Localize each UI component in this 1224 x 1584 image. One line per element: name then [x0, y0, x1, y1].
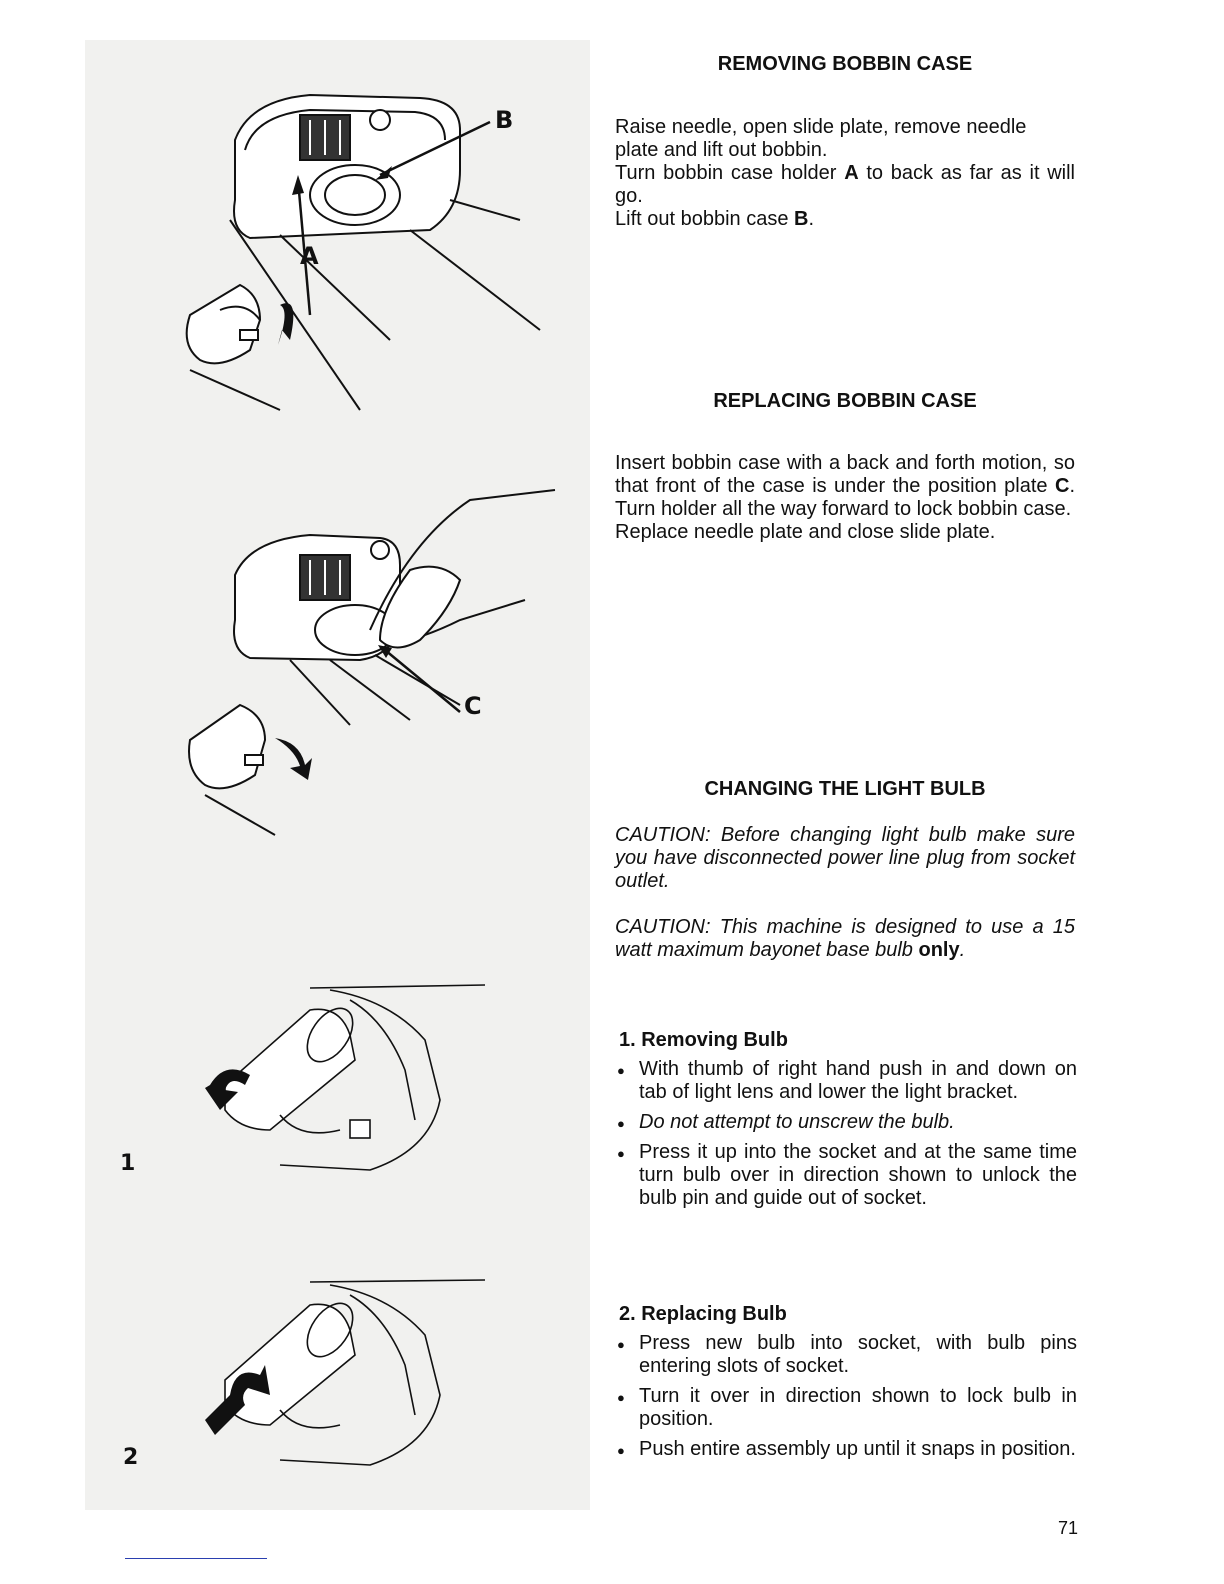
removing-case-instructions: [615, 116, 1075, 231]
list-item: ● Turn it over in direction shown to lock bulb in position.: [617, 1385, 1077, 1431]
remove-bulb-illustration: [190, 980, 500, 1180]
remove-bobbin-case-illustration: [160, 80, 580, 420]
list-item: ● Press new bulb into socket, with bulb pins entering slots of socket.: [617, 1332, 1077, 1378]
heading-replacing-bobbin-case: REPLACING BOBBIN CASE: [713, 390, 977, 412]
list-item: ● Press it up into the socket and at the same time turn bulb over in direction shown to unlock the bulb pin and guide out of socket.: [617, 1141, 1077, 1210]
list-item: ● With thumb of right hand push in and down on tab of light lens and lower the light bracket.: [617, 1058, 1077, 1104]
replacing-bulb-title: 2. Replacing Bulb: [619, 1303, 787, 1325]
caution-disconnect: CAUTION: Before changing light bulb make sure you have disconnected power line plug from socket outlet.: [615, 824, 1075, 892]
list-item: ● Push entire assembly up until it snaps in position.: [617, 1438, 1077, 1461]
list-item: ● Do not attempt to unscrew the bulb.: [617, 1111, 1077, 1134]
heading-removing-bobbin-case: REMOVING BOBBIN CASE: [717, 53, 973, 75]
label-c: C: [464, 692, 482, 720]
label-b: B: [495, 106, 514, 134]
replacing-case-step-2: Replace needle plate and close slide plate.: [615, 521, 996, 543]
removing-bulb-title: 1. Removing Bulb: [619, 1029, 788, 1051]
label-a: A: [300, 242, 319, 270]
removing-bulb-steps: [617, 1058, 1077, 1217]
replacing-case-instructions: [615, 452, 1075, 544]
replace-bobbin-case-illustration: [180, 480, 580, 840]
figure-number-1: 1: [120, 1151, 136, 1176]
replace-bulb-illustration: [190, 1270, 500, 1480]
figure-number-2: 2: [123, 1445, 139, 1470]
removing-case-step-1: Raise needle, open slide plate, remove needle plate and lift out bobbin.: [615, 116, 1027, 161]
replacing-case-step-1: Insert bobbin case with a back and forth motion, so that front of the case is under the position plate C. Turn holder all the way forward to lock bobbin case.: [615, 452, 1075, 520]
caution-bulb-type: CAUTION: This machine is designed to use a 15 watt maximum bayonet base bulb only.: [615, 916, 1075, 961]
heading-changing-light-bulb: CHANGING THE LIGHT BULB: [704, 778, 986, 800]
removing-case-step-2: Turn bobbin case holder A to back as far as it will go.: [615, 162, 1075, 207]
replacing-bulb-steps: [617, 1332, 1077, 1468]
page-number: 71: [1058, 1518, 1079, 1538]
footer-divider: [125, 1558, 267, 1559]
removing-case-step-3: Lift out bobbin case B.: [615, 208, 815, 230]
